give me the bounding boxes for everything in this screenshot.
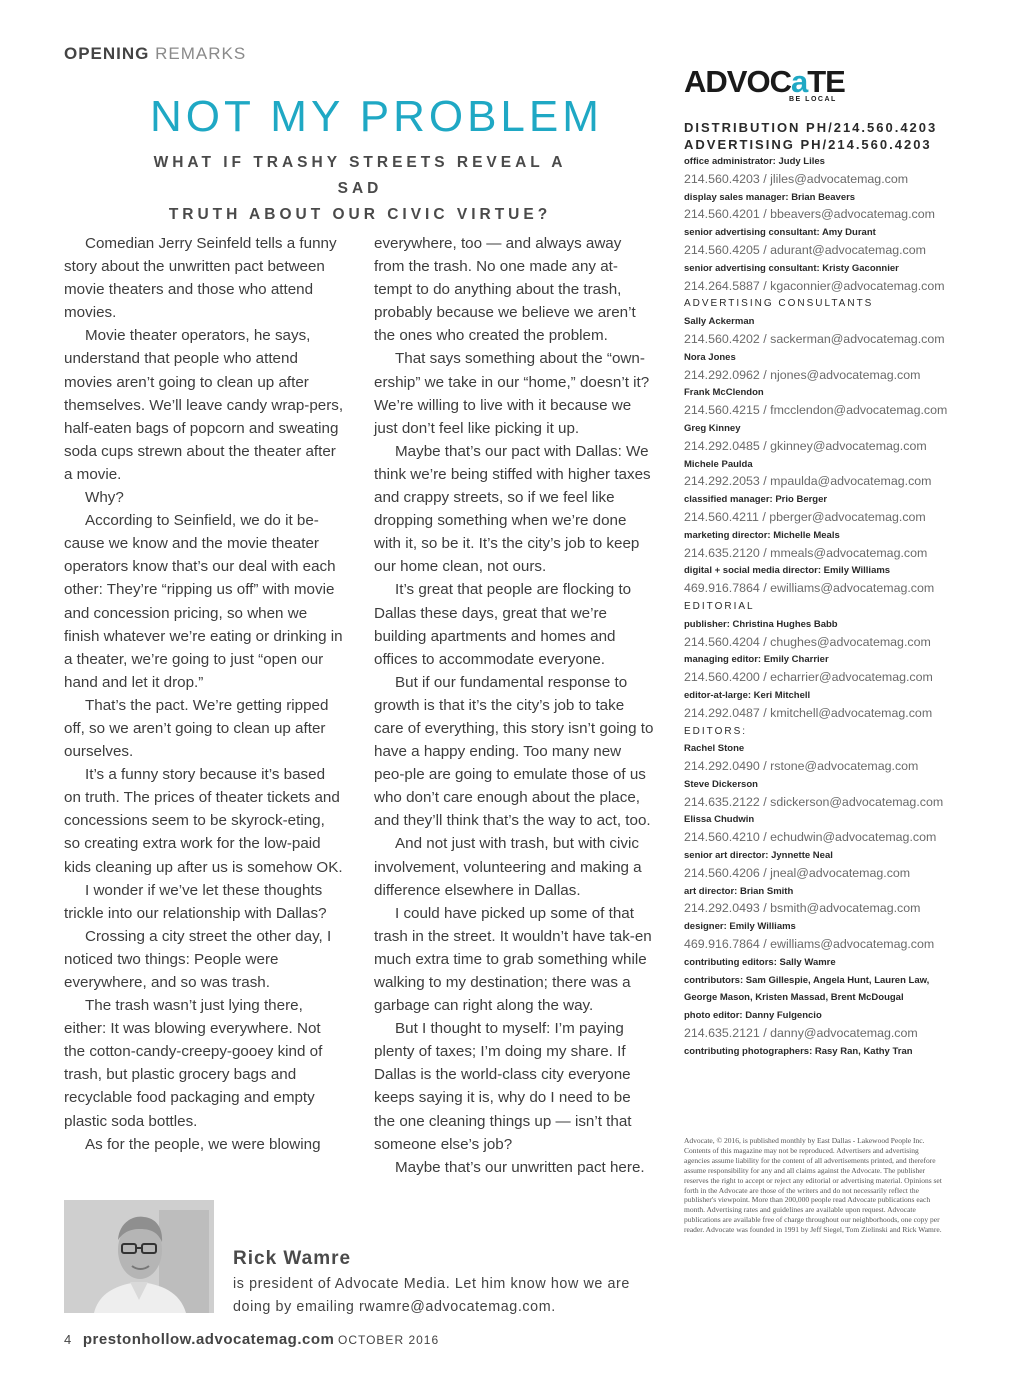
masthead-role: Michele Paulda: [684, 458, 753, 470]
logo-tagline: BE LOCAL: [789, 96, 837, 103]
article-paragraph: That says something about the “own-ership” we take in our “home,” doesn’t it? We’re willing to live with it because we just don’t feel like picking it up.: [374, 350, 650, 437]
masthead-contact: 214.560.4206 / jneal@advocatemag.com: [684, 865, 911, 880]
article-column-2: [374, 232, 654, 1179]
masthead-role: contributors: Sam Gillespie, Angela Hunt, Lauren Law,: [684, 974, 930, 986]
author-photo: [64, 1200, 214, 1313]
masthead-list: [684, 153, 984, 1061]
masthead-role: senior advertising consultant: Kristy Gaconnier: [684, 262, 899, 274]
masthead-role: senior advertising consultant: Amy Durant: [684, 227, 876, 239]
masthead-role: Steve Dickerson: [684, 778, 758, 790]
masthead-contact: 469.916.7864 / ewilliams@advocatemag.com: [684, 581, 935, 596]
publication-notice: Advocate, © 2016, is published monthly by East Dallas - Lakewood People Inc. Contents of this magazine may not be reproduced. Advertisers and advertising agencies assume liability for the content of all advertisements printed, and therefore assume responsibility for any and all claims against the Advocate. The publisher reserves the right to accept or reject any editorial or advertising material. Opinions set forth in the Advocate are those of the writers and do not necessarily reflect the publisher's viewpoint. More than 200,000 people read Advocate publications each month. Advertising rates and guidelines are available upon request. Advocate publications are available free of charge throughout our neighborhoods, one copy per reader. Advocate was founded in 1991 by Jeff Siegel, Tom Zielinski and Rick Wamre.: [684, 1136, 942, 1235]
footer-site-link[interactable]: prestonhollow.advocatemag.com: [82, 1331, 335, 1348]
author-bio: is president of Advocate Media. Let him know how we are doing by emailing rwamre@advocatemag.com.: [233, 1276, 630, 1315]
masthead-role: marketing director: Michelle Meals: [684, 529, 840, 541]
article-paragraph: I could have picked up some of that trash in the street. It wouldn’t have tak-en much extra time to grab something while walking to my destination; there was a garbage can right along the way.: [374, 904, 652, 1015]
masthead-contact: 214.560.4202 / sackerman@advocatemag.com: [684, 331, 945, 346]
masthead-role: Elissa Chudwin: [684, 814, 755, 826]
masthead-contact: 214.560.4201 / bbeavers@advocatemag.com: [684, 207, 935, 222]
masthead-role: art director: Brian Smith: [684, 885, 794, 897]
masthead-contact: 214.635.2120 / mmeals@advocatemag.com: [684, 545, 928, 560]
masthead-contact: 214.560.4205 / adurant@advocatemag.com: [684, 242, 926, 257]
footer-date: OCTOBER 2016: [337, 1333, 440, 1347]
masthead-role: editor-at-large: Keri Mitchell: [684, 689, 811, 701]
masthead-role: Frank McClendon: [684, 387, 764, 399]
article-paragraph: Crossing a city street the other day, I noticed two things: People were everywhere, and so was trash.: [64, 927, 332, 991]
article-paragraph: Movie theater operators, he says, understand that people who attend movies aren’t going to clean up after themselves. We’ll leave candy wrap-pers, half-eaten bags of popcorn and sweating soda cups strewn about the theater after a movie.: [64, 327, 344, 483]
masthead-role: George Mason, Kristen Massad, Brent McDougal: [684, 992, 904, 1004]
masthead-role: Nora Jones: [684, 351, 736, 363]
masthead-heading: ADVERTISING CONSULTANTS: [684, 298, 874, 310]
distribution-phone: DISTRIBUTION PH/214.560.4203: [684, 120, 938, 135]
masthead-role: display sales manager: Brian Beavers: [684, 191, 856, 203]
masthead-contact: 214.264.5887 / kgaconnier@advocatemag.com: [684, 278, 945, 293]
article-paragraph: Maybe that’s our pact with Dallas: We think we’re being stiffed with higher taxes and crappy streets, so if we feel like dropping something when we’re done with it, so be it. It’s the city’s job to keep our home clean, not ours.: [374, 442, 651, 576]
masthead-role: Greg Kinney: [684, 422, 741, 434]
article-paragraph: Maybe that’s our unwritten pact here.: [395, 1158, 645, 1176]
masthead-role: senior art director: Jynnette Neal: [684, 850, 833, 862]
article-paragraph: The trash wasn’t just lying there, either: It was blowing everywhere. Not the cotton-candy-creepy-gooey kind of trash, but plastic grocery bags and recyclable food packaging and empty plastic soda bottles.: [64, 997, 323, 1130]
masthead-contact: 214.560.4211 / pberger@advocatemag.com: [684, 509, 926, 524]
page-footer: [64, 1331, 439, 1348]
article-paragraph: everywhere, too — and always away from the trash. No one made any at-tempt to do anything about the trash, probably because we believe we aren’t the ones who created the problem.: [374, 235, 636, 345]
masthead-contact: 214.292.0490 / rstone@advocatemag.com: [684, 759, 919, 774]
masthead-role: photo editor: Danny Fulgencio: [684, 1010, 822, 1022]
article-paragraph: It’s a funny story because it’s based on truth. The prices of theater tickets and concessions seem to be skyrock-eting, so creating extra work for the low-paid kids cleaning up after us is somehow OK.: [64, 766, 343, 876]
subhead-line: WHAT IF TRASHY STREETS REVEAL A SAD: [153, 154, 567, 197]
subhead-line: TRUTH ABOUT OUR CIVIC VIRTUE?: [168, 206, 552, 223]
masthead-role: managing editor: Emily Charrier: [684, 654, 829, 666]
masthead-role: publisher: Christina Hughes Babb: [684, 618, 838, 630]
masthead-role: Rachel Stone: [684, 743, 745, 755]
article-paragraph: That’s the pact. We’re getting ripped off, so we aren’t going to clean up after ourselves.: [64, 696, 329, 761]
masthead-role: digital + social media director: Emily Williams: [684, 565, 891, 577]
masthead-contact: 214.560.4203 / jliles@advocatemag.com: [684, 171, 909, 186]
masthead-heading: EDITORS:: [684, 725, 748, 737]
masthead-role: Sally Ackerman: [684, 316, 755, 328]
masthead: [684, 119, 984, 1061]
masthead-heading: EDITORIAL: [684, 600, 755, 612]
article-paragraph: But if our fundamental response to growth is that it’s the city’s job to take care of everything, this story isn’t going to have a happy ending. Too many new peo-ple are going to emulate those of us who don’t care enough about the place, and they’ll think that’s the way to act, too.: [374, 673, 654, 830]
masthead-contact: 214.292.0962 / njones@advocatemag.com: [684, 367, 921, 382]
masthead-contact: 214.292.0493 / bsmith@advocatemag.com: [684, 901, 921, 916]
article-paragraph: I wonder if we’ve let these thoughts trickle into our relationship with Dallas?: [64, 881, 327, 922]
masthead-contact: 214.292.0487 / kmitchell@advocatemag.com: [684, 705, 933, 720]
section-label-bold: OPENING: [64, 44, 150, 63]
masthead-contact: 214.560.4215 / fmcclendon@advocatemag.com: [684, 403, 948, 418]
masthead-role: designer: Emily Williams: [684, 921, 796, 933]
masthead-role: office administrator: Judy Liles: [684, 156, 825, 167]
section-label-light: REMARKS: [155, 44, 247, 63]
headline: NOT MY PROBLEM: [150, 92, 603, 141]
section-label: [64, 44, 246, 64]
masthead-role: classified manager: Prio Berger: [684, 494, 828, 506]
article-paragraph: But I thought to myself: I’m paying plenty of taxes; I’m doing my share. If Dallas is the world-class city everyone keeps saying it is, why do I need to be the one cleaning things up — isn’t that someone else’s job?: [374, 1020, 632, 1153]
author-name: Rick Wamre: [233, 1248, 352, 1269]
advertising-phone: ADVERTISING PH/214.560.4203: [684, 137, 932, 152]
article-paragraph: According to Seinfield, we do it be-cause we know and the movie theater operators know that’s our deal with each other: They’re “ripping us off” with movie and concession pricing, so when we finish whatever we’re eating or drinking in a theater, we’re going to just “open our hand and let it drop.”: [64, 512, 343, 691]
article-paragraph: Why?: [85, 489, 124, 507]
subhead: [140, 150, 580, 228]
masthead-contact: 214.635.2121 / danny@advocatemag.com: [684, 1026, 918, 1041]
article-paragraph: Comedian Jerry Seinfeld tells a funny story about the unwritten pact between movie theaters and those who attend movies.: [64, 235, 337, 322]
page-number: 4: [64, 1332, 72, 1347]
article-paragraph: As for the people, we were blowing: [85, 1135, 321, 1153]
masthead-contact: 214.560.4210 / echudwin@advocatemag.com: [684, 830, 937, 845]
masthead-role: contributing editors: Sally Wamre: [684, 956, 836, 968]
masthead-role: contributing photographers: Rasy Ran, Kathy Tran: [684, 1045, 913, 1057]
masthead-contact: 214.560.4204 / chughes@advocatemag.com: [684, 634, 931, 649]
advocate-logo: [684, 66, 854, 106]
masthead-contact: 214.560.4200 / echarrier@advocatemag.com: [684, 670, 933, 685]
article-paragraph: And not just with trash, but with civic involvement, volunteering and making a difference elsewhere in Dallas.: [374, 835, 642, 899]
masthead-contact: 469.916.7864 / ewilliams@advocatemag.com: [684, 937, 935, 952]
logo-wordmark: ADVOCaTE: [684, 64, 845, 99]
masthead-contact: 214.635.2122 / sdickerson@advocatemag.com: [684, 794, 944, 809]
article-paragraph: It’s great that people are flocking to Dallas these days, great that we’re building apartments and homes and offices to accommodate everyone.: [374, 581, 632, 668]
masthead-contact: 214.292.2053 / mpaulda@advocatemag.com: [684, 474, 932, 489]
article-column-1: [64, 232, 344, 1156]
masthead-contact: 214.292.0485 / gkinney@advocatemag.com: [684, 438, 927, 453]
